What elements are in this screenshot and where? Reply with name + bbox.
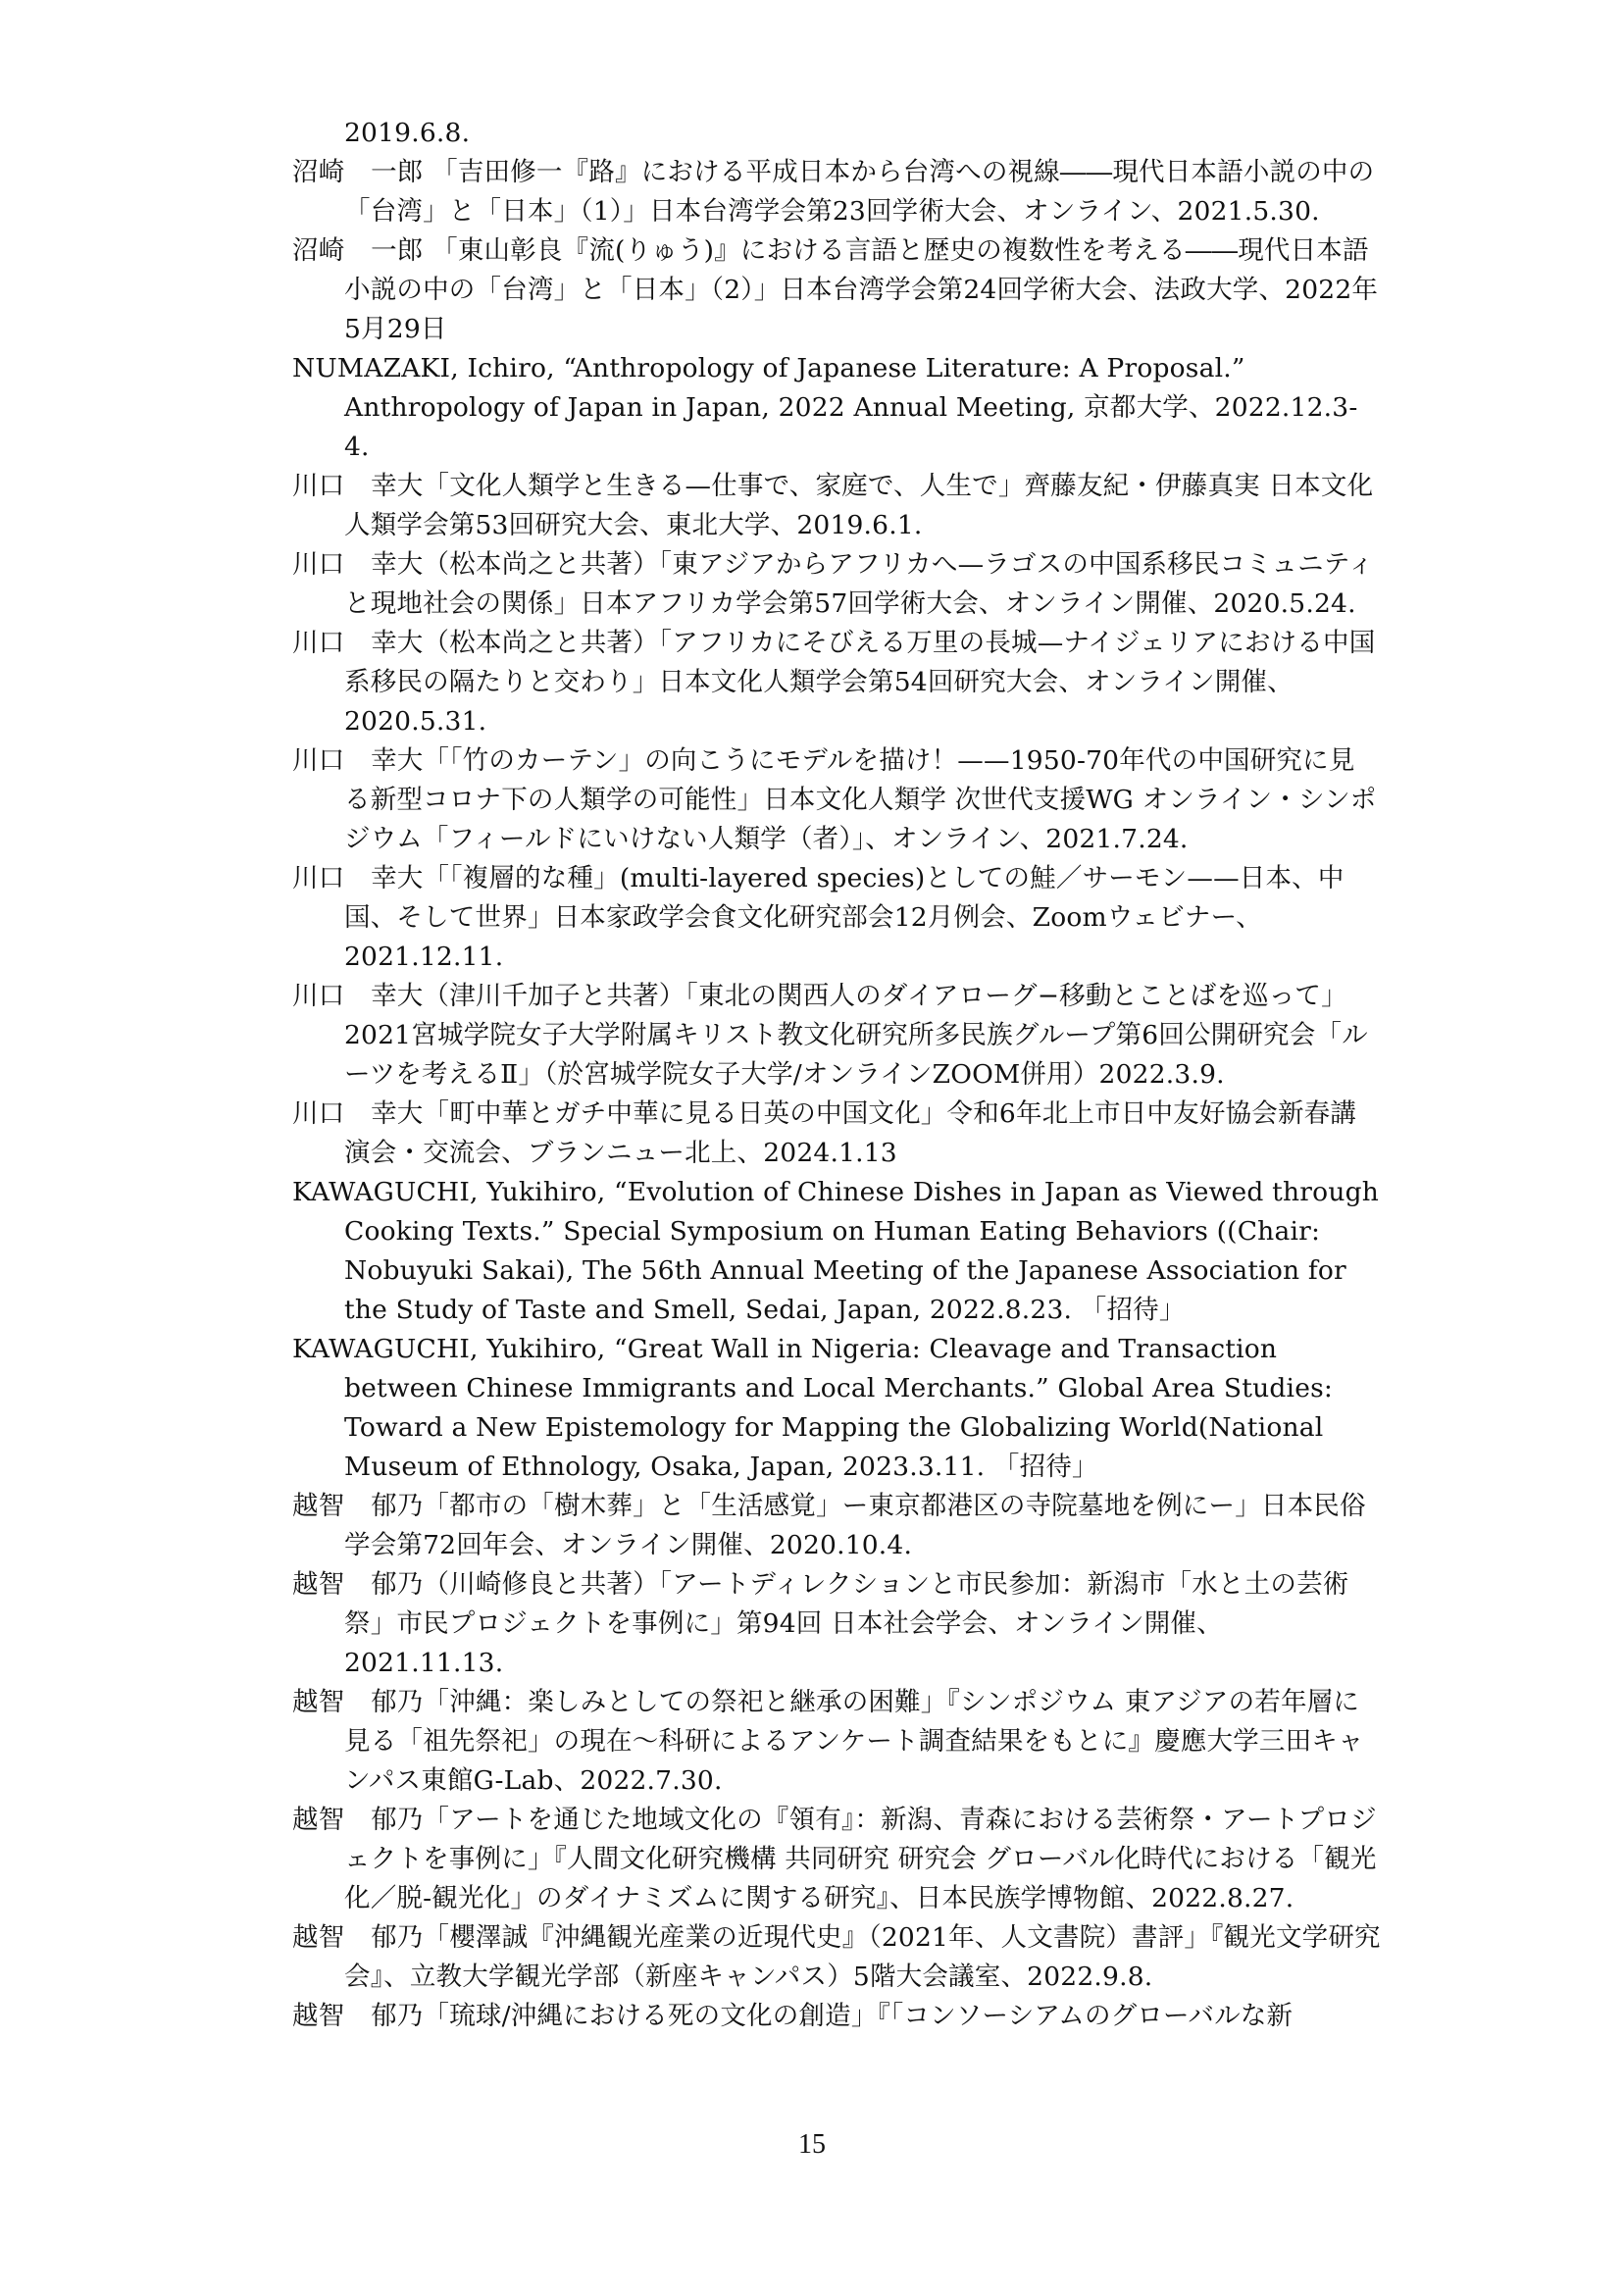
list-item: 川口 幸大（津川千加子と共著）「東北の関西人のダイアローグ−移動とことばを巡って」2021宮城学院女子大学附属キリスト教文化研究所多民族グループ第6回公開研究会「ルーツを考えるⅡ」（於宮城学院女子大学/オンラインZOOM併用）2022.3.9.: [292, 981, 1368, 1090]
list-item: 沼崎 一郎 「吉田修一『路』における平成日本から台湾への視線――現代日本語小説の中の「台湾」と「日本」（1）」日本台湾学会第23回学術大会、オンライン、2021.5.30.: [292, 157, 1375, 227]
page-number: 15: [798, 2129, 826, 2160]
list-item: 2019.6.8.: [344, 118, 471, 148]
list-item: 川口 幸大（松本尚之と共著）「アフリカにそびえる万里の長城—ナイジェリアにおける中国系移民の隔たりと交わり」日本文化人類学会第54回研究大会、オンライン開催、2020.5.31.: [292, 628, 1376, 737]
list-item: 沼崎 一郎 「東山彰良『流(りゅう)』における言語と歴史の複数性を考える――現代日本語小説の中の「台湾」と「日本」（2）」日本台湾学会第24回学術大会、法政大学、2022年5月29日: [292, 235, 1379, 344]
list-item: KAWAGUCHI, Yukihiro, “Evolution of Chinese Dishes in Japan as Viewed through Cooking Texts.” Special Symposium on Human Eating Behaviors ((Chair: Nobuyuki Sakai), The 56th Annual Meeting of the Japanese Association for the Study of Taste and Smell, Sedai, Japan, 2022.8.23. 「招待」: [292, 1177, 1380, 1325]
list-item: 越智 郁乃（川崎修良と共著）「アートディレクションと市民参加：新潟市「水と土の芸術祭」市民プロジェクトを事例に」第94回 日本社会学会、オンライン開催、2021.11.13.: [292, 1569, 1349, 1678]
list-item: 川口 幸大「町中華とガチ中華に見る日英の中国文化」令和6年北上市日中友好協会新春講演会・交流会、ブランニュー北上、2024.1.13: [292, 1098, 1357, 1168]
list-item: 越智 郁乃「櫻澤誠『沖縄観光産業の近現代史』（2021年、人文書院）書評」『観光文学研究会』、立教大学観光学部（新座キャンパス）5階大会議室、2022.9.8.: [292, 1922, 1381, 1992]
list-item: 越智 郁乃「アートを通じた地域文化の『領有』：新潟、青森における芸術祭・アートプロジェクトを事例に」『人間文化研究機構 共同研究 研究会 グローバル化時代における「観光化／脱-観光化」のダイナミズムに関する研究』、日本民族学博物館、2022.8.27.: [292, 1805, 1377, 1913]
list-item: 川口 幸大「「竹のカーテン」の向こうにモデルを描け！——1950-70年代の中国研究に見る新型コロナ下の人類学の可能性」日本文化人類学 次世代支援WG オンライン・シンポジウム「フィールドにいけない人類学（者）」、オンライン、2021.7.24.: [292, 745, 1377, 854]
list-item: 川口 幸大「「複層的な種」(multi-layered species)としての鮭／サーモン——日本、中国、そして世界」日本家政学会食文化研究部会12月例会、Zoomウェビナー、2021.12.11.: [292, 863, 1345, 972]
list-item: NUMAZAKI, Ichiro, “Anthropology of Japanese Literature: A Proposal.” Anthropology of Japan in Japan, 2022 Annual Meeting, 京都大学、2022.12.3-4.: [292, 353, 1358, 462]
list-item: 越智 郁乃「沖縄：楽しみとしての祭祀と継承の困難」『シンポジウム 東アジアの若年層に見る「祖先祭祀」の現在～科研によるアンケート調査結果をもとに』慶應大学三田キャンパス東館G-Lab、2022.7.30.: [292, 1687, 1364, 1796]
list-item: 越智 郁乃「都市の「樹木葬」と「生活感覚」ー東京都港区の寺院墓地を例にー」日本民俗学会第72回年会、オンライン開催、2020.10.4.: [292, 1491, 1366, 1560]
list-item: 越智 郁乃「琉球/沖縄における死の文化の創造」『「コンソーシアムのグローバルな新: [292, 2001, 1294, 2031]
list-item: 川口 幸大（松本尚之と共著）「東アジアからアフリカへ—ラゴスの中国系移民コミュニティと現地社会の関係」日本アフリカ学会第57回学術大会、オンライン開催、2020.5.24.: [292, 549, 1375, 619]
list-item: 川口 幸大「文化人類学と生きる—仕事で、家庭で、人生で」齊藤友紀・伊藤真実 日本文化人類学会第53回研究大会、東北大学、2019.6.1.: [292, 471, 1374, 540]
presentation-list: [292, 114, 1381, 2036]
list-item: KAWAGUCHI, Yukihiro, “Great Wall in Nigeria: Cleavage and Transaction between Chinese Immigrants and Local Merchants.” Global Area Studies: Toward a New Epistemology for Mapping the Globalizing World(National Museum of Ethnology, Osaka, Japan, 2023.3.11. 「招待」: [292, 1334, 1334, 1482]
